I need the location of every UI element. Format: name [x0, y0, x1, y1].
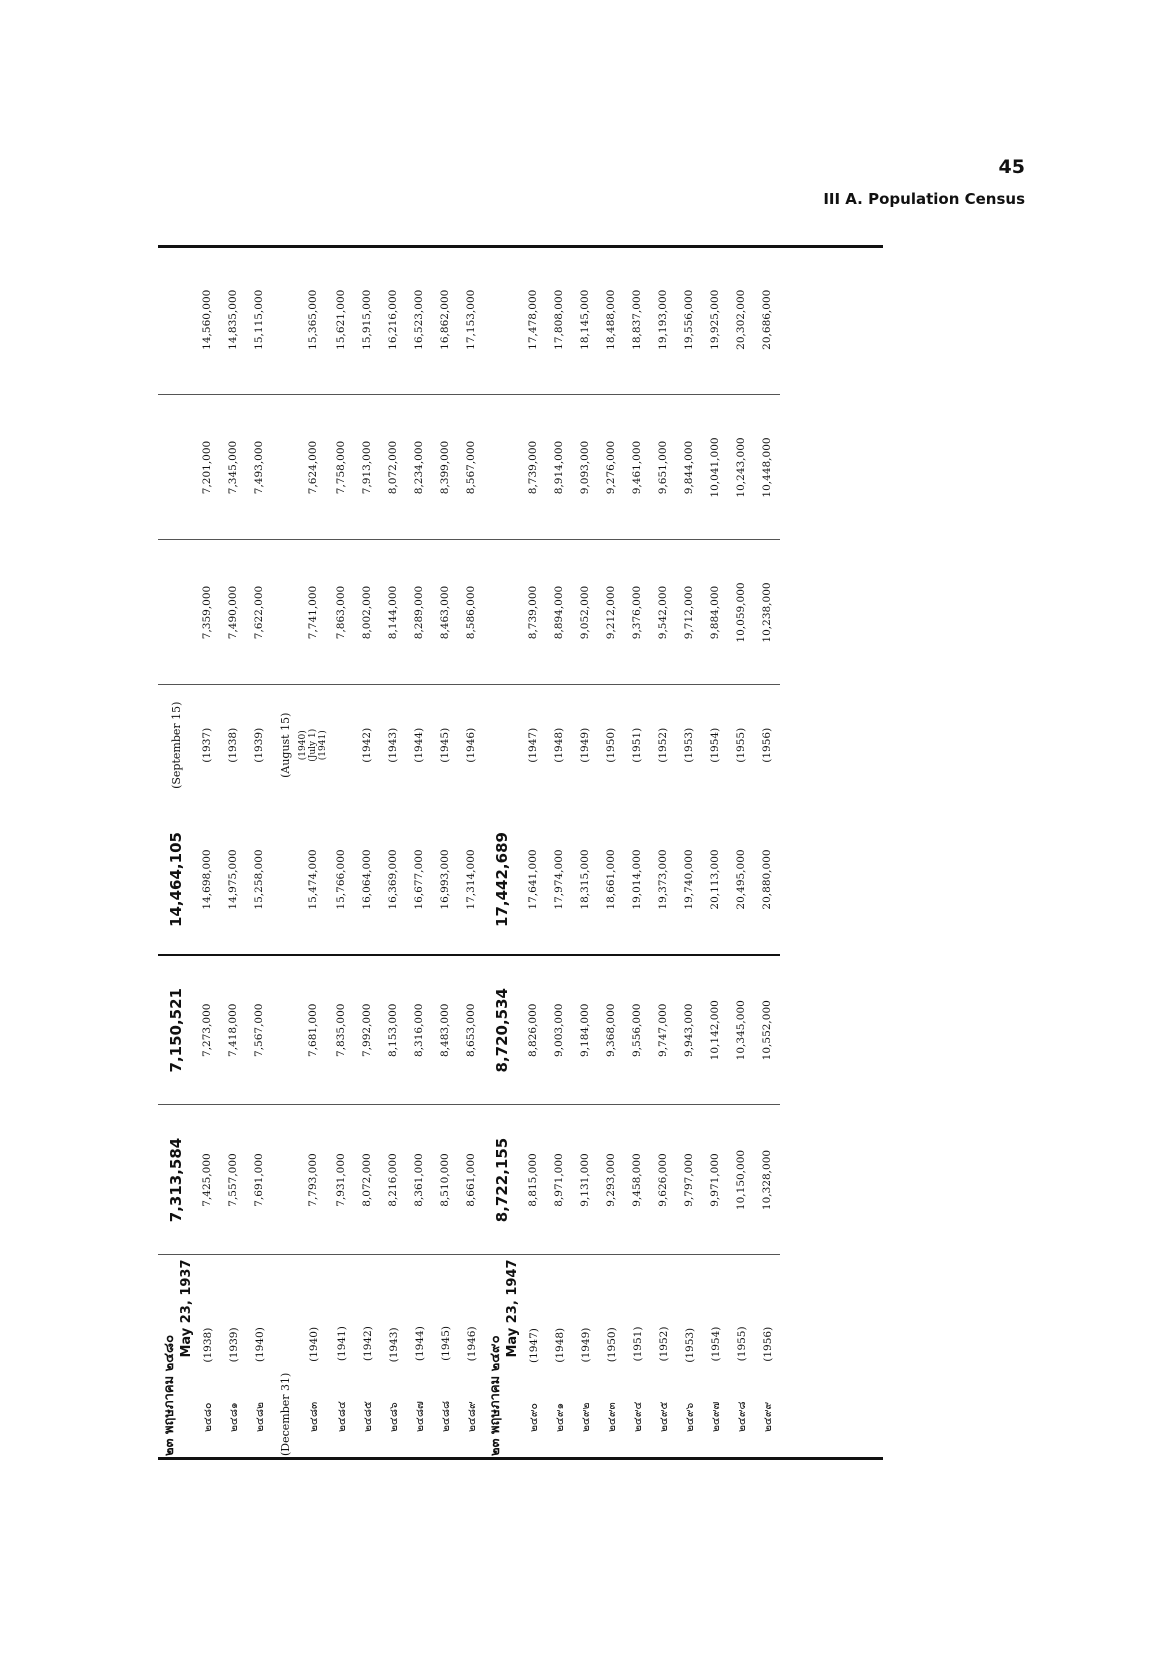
year-label: (1946) — [465, 727, 477, 763]
total-alt-estimate: 14,835,000 — [220, 245, 246, 395]
female-alt-estimate: 9,844,000 — [676, 395, 702, 540]
thai-year: ๒๔๙๖ — [683, 1402, 696, 1432]
female-estimate: 8,826,000 — [520, 955, 546, 1105]
total-estimate: 19,014,000 — [624, 805, 650, 955]
table-row — [546, 245, 572, 1460]
female-estimate: 8,483,000 — [432, 955, 458, 1105]
table-body — [158, 245, 780, 1460]
female-alt-estimate: 8,914,000 — [546, 395, 572, 540]
thai-year: ๒๔๙๐ — [527, 1403, 540, 1432]
male-estimate: 9,626,000 — [650, 1105, 676, 1255]
male-estimate: 8,510,000 — [432, 1105, 458, 1255]
male-alt-estimate: 9,212,000 — [598, 540, 624, 685]
table-row — [246, 245, 272, 1460]
female-alt-estimate: 7,758,000 — [328, 395, 354, 540]
thai-year: ๒๔๘๐ — [201, 1402, 214, 1432]
female-estimate: 10,142,000 — [702, 955, 728, 1105]
year-label: (1937) — [201, 727, 213, 763]
female-alt-estimate: 7,624,000 — [298, 395, 328, 540]
thai-year: ๒๔๘๗ — [413, 1401, 426, 1432]
female-alt-estimate: 7,913,000 — [354, 395, 380, 540]
table-row — [676, 245, 702, 1460]
year-label: (1945) — [439, 727, 451, 763]
census-male: 7,313,584 — [158, 1105, 194, 1255]
male-alt-estimate: 9,052,000 — [572, 540, 598, 685]
census-total: 17,442,689 — [484, 805, 520, 955]
total-estimate: 16,369,000 — [380, 805, 406, 955]
male-estimate: 9,293,000 — [598, 1105, 624, 1255]
table-cell — [272, 955, 298, 1105]
table-cell — [484, 395, 520, 540]
year-cell — [220, 1255, 246, 1460]
female-estimate: 10,345,000 — [728, 955, 754, 1105]
total-alt-estimate: 15,621,000 — [328, 245, 354, 395]
total-estimate: 15,258,000 — [246, 805, 272, 955]
male-estimate: 9,971,000 — [702, 1105, 728, 1255]
table-row — [354, 245, 380, 1460]
census-header-row — [158, 245, 194, 1460]
year-cell — [728, 1255, 754, 1460]
table-row — [458, 245, 484, 1460]
thai-year: ๒๔๘๕ — [361, 1401, 374, 1432]
year-label: (1944) — [413, 727, 425, 763]
thai-year: ๒๔๙๘ — [735, 1401, 748, 1432]
male-estimate: 10,150,000 — [728, 1105, 754, 1255]
male-estimate: 9,131,000 — [572, 1105, 598, 1255]
rotated-table-wrapper — [158, 245, 883, 1460]
census-header-row — [484, 245, 520, 1460]
male-alt-estimate: 7,490,000 — [220, 540, 246, 685]
female-alt-estimate: 8,234,000 — [406, 395, 432, 540]
total-alt-estimate: 18,145,000 — [572, 245, 598, 395]
table-row — [520, 245, 546, 1460]
female-estimate: 8,316,000 — [406, 955, 432, 1105]
year-cell — [702, 1255, 728, 1460]
gregorian-year: (1951) — [631, 1326, 644, 1362]
total-estimate: 16,064,000 — [354, 805, 380, 955]
total-estimate: 18,661,000 — [598, 805, 624, 955]
total-alt-estimate: 16,862,000 — [432, 245, 458, 395]
table-cell — [158, 395, 194, 540]
year-cell — [194, 1255, 220, 1460]
total-alt-estimate: 20,686,000 — [754, 245, 780, 395]
table-cell — [158, 540, 194, 685]
year-label: (1949) — [579, 727, 591, 763]
male-estimate: 8,971,000 — [546, 1105, 572, 1255]
female-estimate: 9,368,000 — [598, 955, 624, 1105]
female-estimate: 8,153,000 — [380, 955, 406, 1105]
total-estimate: 16,677,000 — [406, 805, 432, 955]
male-estimate: 8,361,000 — [406, 1105, 432, 1255]
census-male: 8,722,155 — [484, 1105, 520, 1255]
table-row — [432, 245, 458, 1460]
table-cell — [272, 245, 298, 395]
female-estimate: 9,943,000 — [676, 955, 702, 1105]
female-estimate: 7,418,000 — [220, 955, 246, 1105]
female-estimate: 10,552,000 — [754, 955, 780, 1105]
table-cell — [272, 805, 298, 955]
male-estimate: 8,661,000 — [458, 1105, 484, 1255]
year-label-line: (1940) — [298, 730, 308, 761]
total-alt-estimate: 17,478,000 — [520, 245, 546, 395]
male-alt-estimate: 8,463,000 — [432, 540, 458, 685]
total-estimate: 16,993,000 — [432, 805, 458, 955]
female-estimate: 8,653,000 — [458, 955, 484, 1105]
total-alt-estimate: 19,925,000 — [702, 245, 728, 395]
male-alt-estimate: 8,144,000 — [380, 540, 406, 685]
year-label-line: (1941) — [318, 730, 328, 761]
male-alt-estimate: 7,359,000 — [194, 540, 220, 685]
gregorian-year: (1942) — [361, 1326, 374, 1362]
female-alt-estimate: 10,448,000 — [754, 395, 780, 540]
table-row — [624, 245, 650, 1460]
male-alt-estimate: 9,712,000 — [676, 540, 702, 685]
year-label: (1951) — [631, 727, 643, 763]
year-label: (1950) — [605, 727, 617, 763]
gregorian-year: (1954) — [709, 1326, 722, 1362]
thai-year: ๒๔๘๘ — [439, 1400, 452, 1432]
male-alt-estimate: 8,586,000 — [458, 540, 484, 685]
table-cell — [484, 245, 520, 395]
total-estimate: 18,315,000 — [572, 805, 598, 955]
female-estimate: 9,747,000 — [650, 955, 676, 1105]
male-alt-estimate: 8,002,000 — [354, 540, 380, 685]
thai-year: ๒๔๘๔ — [335, 1401, 348, 1432]
thai-year: ๒๔๘๖ — [387, 1402, 400, 1432]
female-alt-estimate: 10,041,000 — [702, 395, 728, 540]
female-alt-estimate: 9,276,000 — [598, 395, 624, 540]
table-row — [220, 245, 246, 1460]
gregorian-year: (1949) — [579, 1327, 592, 1363]
gregorian-year: (1941) — [335, 1326, 348, 1362]
table-cell — [158, 245, 194, 395]
year-label-line: (July 1) — [308, 728, 318, 762]
year-cell — [406, 1255, 432, 1460]
total-estimate: 15,766,000 — [328, 805, 354, 955]
total-estimate: 14,698,000 — [194, 805, 220, 955]
male-alt-estimate: 7,622,000 — [246, 540, 272, 685]
male-alt-estimate: 10,059,000 — [728, 540, 754, 685]
total-alt-estimate: 15,365,000 — [298, 245, 328, 395]
thai-year: ๒๔๙๔ — [631, 1401, 644, 1432]
male-estimate: 7,931,000 — [328, 1105, 354, 1255]
male-estimate: 7,557,000 — [220, 1105, 246, 1255]
note-row — [272, 245, 298, 1460]
total-estimate: 17,974,000 — [546, 805, 572, 955]
year-cell — [458, 1255, 484, 1460]
male-alt-estimate: 8,739,000 — [520, 540, 546, 685]
year-cell — [246, 1255, 272, 1460]
table-row — [328, 245, 354, 1460]
thai-year: ๒๔๘๓ — [307, 1401, 320, 1432]
year-cell — [624, 1255, 650, 1460]
table-row — [572, 245, 598, 1460]
total-alt-estimate: 17,808,000 — [546, 245, 572, 395]
total-alt-estimate: 20,302,000 — [728, 245, 754, 395]
year-cell — [650, 1255, 676, 1460]
total-alt-estimate: 17,153,000 — [458, 245, 484, 395]
total-estimate: 15,474,000 — [298, 805, 328, 955]
date-note: (September 15) — [169, 701, 183, 789]
gregorian-year: (1938) — [201, 1327, 214, 1363]
thai-year: ๒๔๙๕ — [657, 1401, 670, 1432]
table-cell — [484, 540, 520, 685]
thai-year: ๒๔๙๑ — [553, 1402, 566, 1432]
female-estimate: 7,992,000 — [354, 955, 380, 1105]
year-cell — [572, 1255, 598, 1460]
female-alt-estimate: 7,493,000 — [246, 395, 272, 540]
total-estimate: 14,975,000 — [220, 805, 246, 955]
gregorian-year: (1939) — [227, 1327, 240, 1363]
census-date-en: May 23, 1947 — [505, 1259, 520, 1358]
male-estimate: 8,815,000 — [520, 1105, 546, 1255]
female-estimate: 9,184,000 — [572, 955, 598, 1105]
total-alt-estimate: 16,216,000 — [380, 245, 406, 395]
census-date-thai: ๒๓ พฤษภาคม ๒๔๙๐ — [488, 1335, 503, 1456]
year-label: (1954) — [709, 727, 721, 763]
year-cell — [754, 1255, 780, 1460]
female-estimate: 9,003,000 — [546, 955, 572, 1105]
table-row — [728, 245, 754, 1460]
year-label: (1955) — [735, 727, 747, 763]
male-alt-estimate: 9,884,000 — [702, 540, 728, 685]
table-row — [598, 245, 624, 1460]
gregorian-year: (1950) — [605, 1327, 618, 1363]
year-label: (1938) — [227, 727, 239, 763]
year-cell — [354, 1255, 380, 1460]
census-date-thai: ๒๓ พฤษภาคม ๒๔๘๐ — [162, 1334, 177, 1456]
thai-year: ๒๔๙๙ — [761, 1401, 774, 1432]
total-estimate: 17,314,000 — [458, 805, 484, 955]
gregorian-year: (1946) — [465, 1326, 478, 1362]
census-female: 7,150,521 — [158, 955, 194, 1105]
female-alt-estimate: 10,243,000 — [728, 395, 754, 540]
table-row — [702, 245, 728, 1460]
table-cell — [272, 540, 298, 685]
total-alt-estimate: 15,915,000 — [354, 245, 380, 395]
total-estimate: 20,113,000 — [702, 805, 728, 955]
year-label: (1953) — [683, 727, 695, 763]
thai-year: ๒๔๘๙ — [465, 1401, 478, 1432]
table-cell — [484, 685, 520, 805]
year-label: (1947) — [527, 727, 539, 763]
year-cell — [298, 1255, 328, 1460]
male-estimate: 10,328,000 — [754, 1105, 780, 1255]
female-alt-estimate: 9,651,000 — [650, 395, 676, 540]
male-estimate: 9,458,000 — [624, 1105, 650, 1255]
total-alt-estimate: 16,523,000 — [406, 245, 432, 395]
gregorian-year: (1944) — [413, 1326, 426, 1362]
total-alt-estimate: 19,556,000 — [676, 245, 702, 395]
table-row — [650, 245, 676, 1460]
male-estimate: 8,072,000 — [354, 1105, 380, 1255]
year-label: (1942) — [361, 727, 373, 763]
thai-year: ๒๔๘๑ — [227, 1402, 240, 1432]
year-label: (1952) — [657, 727, 669, 763]
year-label — [328, 685, 354, 805]
population-table — [158, 245, 780, 1460]
date-note: (August 15) — [278, 712, 292, 778]
total-estimate: 17,641,000 — [520, 805, 546, 955]
gregorian-year: (1948) — [553, 1327, 566, 1363]
gregorian-year: (1940) — [253, 1327, 266, 1363]
total-alt-estimate: 19,193,000 — [650, 245, 676, 395]
female-alt-estimate: 8,399,000 — [432, 395, 458, 540]
table-row — [194, 245, 220, 1460]
year-label: (1943) — [387, 727, 399, 763]
female-alt-estimate: 8,739,000 — [520, 395, 546, 540]
male-alt-estimate: 10,238,000 — [754, 540, 780, 685]
thai-year: ๒๔๙๒ — [579, 1402, 592, 1432]
male-alt-estimate: 8,289,000 — [406, 540, 432, 685]
female-estimate: 7,681,000 — [298, 955, 328, 1105]
male-alt-estimate: 7,863,000 — [328, 540, 354, 685]
female-alt-estimate: 8,567,000 — [458, 395, 484, 540]
male-estimate: 7,793,000 — [298, 1105, 328, 1255]
census-date — [158, 1255, 194, 1460]
male-estimate: 7,425,000 — [194, 1105, 220, 1255]
table-row — [298, 245, 328, 1460]
table-cell — [272, 395, 298, 540]
table-row — [406, 245, 432, 1460]
year-label: (1948) — [553, 727, 565, 763]
date-note: (December 31) — [278, 1372, 292, 1456]
section-title: III A. Population Census — [823, 190, 1025, 208]
year-cell — [380, 1255, 406, 1460]
thai-year: ๒๔๙๓ — [605, 1402, 618, 1432]
gregorian-year: (1953) — [683, 1327, 696, 1363]
census-date-en: May 23, 1937 — [179, 1259, 194, 1358]
total-alt-estimate: 15,115,000 — [246, 245, 272, 395]
female-estimate: 7,567,000 — [246, 955, 272, 1105]
female-estimate: 7,273,000 — [194, 955, 220, 1105]
thai-year: ๒๔๘๒ — [253, 1402, 266, 1432]
table-row — [380, 245, 406, 1460]
year-cell — [520, 1255, 546, 1460]
female-alt-estimate: 8,072,000 — [380, 395, 406, 540]
gregorian-year: (1956) — [761, 1326, 774, 1362]
gregorian-year: (1947) — [527, 1328, 540, 1364]
gregorian-year: (1955) — [735, 1326, 748, 1362]
year-cell — [432, 1255, 458, 1460]
census-total: 14,464,105 — [158, 805, 194, 955]
page-number: 45 — [998, 156, 1025, 178]
table-row — [754, 245, 780, 1460]
female-estimate: 9,556,000 — [624, 955, 650, 1105]
gregorian-year: (1945) — [439, 1326, 452, 1361]
total-alt-estimate: 14,560,000 — [194, 245, 220, 395]
male-alt-estimate: 9,542,000 — [650, 540, 676, 685]
total-estimate: 19,373,000 — [650, 805, 676, 955]
female-alt-estimate: 9,093,000 — [572, 395, 598, 540]
census-female: 8,720,534 — [484, 955, 520, 1105]
male-alt-estimate: 8,894,000 — [546, 540, 572, 685]
female-alt-estimate: 7,201,000 — [194, 395, 220, 540]
census-date — [484, 1255, 520, 1460]
male-alt-estimate: 9,376,000 — [624, 540, 650, 685]
thai-year: ๒๔๙๗ — [709, 1401, 722, 1432]
year-cell — [546, 1255, 572, 1460]
year-cell — [676, 1255, 702, 1460]
male-estimate: 7,691,000 — [246, 1105, 272, 1255]
year-cell — [598, 1255, 624, 1460]
rotated-table — [158, 245, 883, 1460]
year-label: (1956) — [761, 727, 773, 763]
female-estimate: 7,835,000 — [328, 955, 354, 1105]
total-estimate: 20,495,000 — [728, 805, 754, 955]
female-alt-estimate: 9,461,000 — [624, 395, 650, 540]
female-alt-estimate: 7,345,000 — [220, 395, 246, 540]
male-alt-estimate: 7,741,000 — [298, 540, 328, 685]
year-cell — [328, 1255, 354, 1460]
gregorian-year: (1940) — [307, 1326, 320, 1362]
total-estimate: 19,740,000 — [676, 805, 702, 955]
total-estimate: 20,880,000 — [754, 805, 780, 955]
total-alt-estimate: 18,837,000 — [624, 245, 650, 395]
table-cell — [272, 1105, 298, 1255]
total-alt-estimate: 18,488,000 — [598, 245, 624, 395]
gregorian-year: (1943) — [387, 1327, 400, 1363]
year-label: (1939) — [253, 727, 265, 763]
male-estimate: 8,216,000 — [380, 1105, 406, 1255]
male-estimate: 9,797,000 — [676, 1105, 702, 1255]
year-label — [298, 685, 328, 805]
gregorian-year: (1952) — [657, 1326, 670, 1362]
